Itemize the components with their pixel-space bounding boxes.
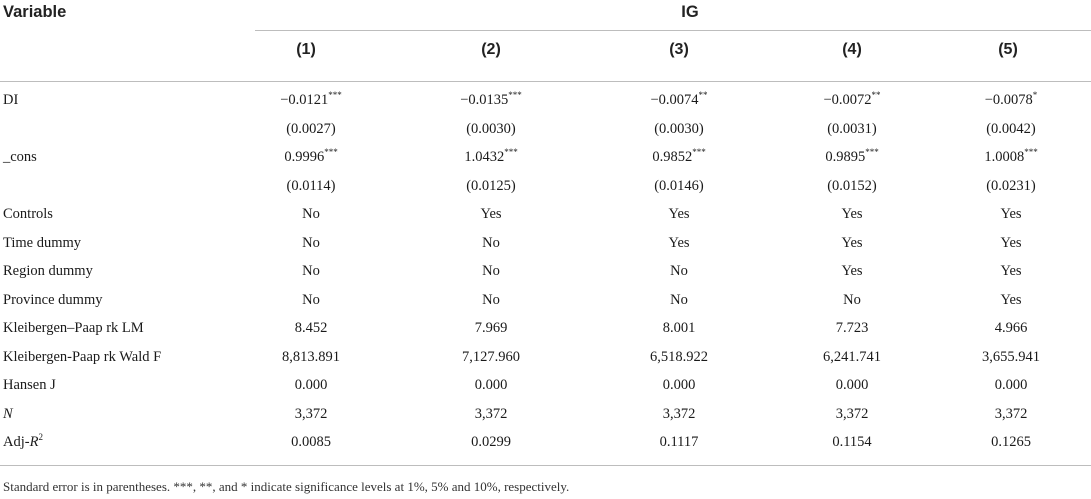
table-row bbox=[0, 259, 1091, 288]
table-cell: 8,813.891 bbox=[282, 348, 340, 365]
column-header-3: (3) bbox=[669, 41, 689, 58]
table-cell: 6,241.741 bbox=[823, 348, 881, 365]
column-header-2: (2) bbox=[481, 41, 501, 58]
table-cell: (0.0030) bbox=[466, 120, 516, 137]
table-row bbox=[0, 231, 1091, 260]
table-row bbox=[0, 402, 1091, 431]
table-cell: −0.0121*** bbox=[280, 90, 342, 108]
table-cell: 8.001 bbox=[662, 320, 696, 336]
table-cell: 0.000 bbox=[474, 377, 508, 393]
table-row bbox=[0, 174, 1091, 203]
row-label: N bbox=[3, 405, 13, 422]
table-cell: No bbox=[302, 234, 320, 251]
row-label bbox=[3, 434, 43, 451]
table-cell: Yes bbox=[841, 263, 863, 279]
column-header-4: (4) bbox=[842, 41, 862, 58]
table-cell: Yes bbox=[668, 234, 690, 251]
table-cell: Yes bbox=[1000, 234, 1022, 251]
table-cell: No bbox=[670, 263, 688, 279]
table-row bbox=[0, 430, 1091, 459]
significance-stars: *** bbox=[508, 90, 522, 101]
table-row bbox=[0, 373, 1091, 402]
significance-stars: *** bbox=[328, 90, 342, 101]
table-cell: (0.0027) bbox=[286, 120, 336, 137]
table-cell: 0.9852*** bbox=[652, 147, 706, 165]
table-cell: No bbox=[302, 291, 320, 308]
table-cell: (0.0231) bbox=[986, 177, 1036, 194]
table-cell: 0.1117 bbox=[659, 434, 699, 450]
table-cell: (0.0146) bbox=[654, 177, 704, 194]
table-row bbox=[0, 88, 1091, 117]
significance-stars: ** bbox=[871, 90, 881, 101]
row-label: Kleibergen-Paap rk Wald F bbox=[3, 348, 162, 365]
significance-stars: * bbox=[1032, 90, 1038, 101]
table-cell: No bbox=[482, 291, 500, 308]
table-cell: No bbox=[302, 263, 320, 279]
table-cell: 1.0432*** bbox=[464, 147, 518, 165]
table-cell: No bbox=[843, 291, 861, 308]
table-cell: (0.0030) bbox=[654, 120, 704, 137]
table-cell: 7.969 bbox=[474, 320, 508, 336]
table-cell: Yes bbox=[841, 234, 863, 251]
table-cell: No bbox=[482, 234, 500, 251]
significance-stars: *** bbox=[324, 147, 338, 158]
table-cell: 3,372 bbox=[835, 405, 869, 422]
table-cell: 0.1154 bbox=[832, 434, 872, 450]
table-cell: Yes bbox=[1000, 291, 1022, 308]
footer-rule bbox=[0, 465, 1091, 466]
table-cell: −0.0078* bbox=[984, 90, 1038, 108]
table-cell: 0.0085 bbox=[291, 434, 331, 450]
table-cell: 7.723 bbox=[835, 320, 869, 336]
row-label: DI bbox=[3, 92, 19, 108]
table-cell: 3,372 bbox=[474, 405, 508, 422]
table-cell: 4.966 bbox=[994, 320, 1028, 336]
header-group-ig: IG bbox=[681, 3, 699, 21]
row-label: Region dummy bbox=[3, 263, 93, 279]
significance-stars: ** bbox=[698, 90, 708, 101]
table-cell: 0.000 bbox=[835, 377, 869, 393]
table-cell: 3,372 bbox=[294, 405, 328, 422]
table-body bbox=[0, 88, 1091, 459]
table-cell: 3,655.941 bbox=[982, 348, 1040, 365]
table-cell: 0.000 bbox=[662, 377, 696, 393]
table-cell: (0.0152) bbox=[827, 177, 877, 194]
table-cell: Yes bbox=[480, 206, 502, 222]
table-cell: (0.0042) bbox=[986, 120, 1036, 137]
table-cell: Yes bbox=[1000, 263, 1022, 279]
row-label: _cons bbox=[3, 149, 37, 165]
row-label: Province dummy bbox=[3, 291, 103, 308]
table-cell: No bbox=[670, 291, 688, 308]
table-cell: (0.0031) bbox=[827, 120, 877, 137]
table-cell: 0.000 bbox=[294, 377, 328, 393]
significance-stars: *** bbox=[865, 147, 879, 158]
table-cell: 3,372 bbox=[662, 405, 696, 422]
significance-stars: *** bbox=[504, 147, 518, 158]
table-row bbox=[0, 117, 1091, 146]
row-label-superscript: 2 bbox=[38, 432, 43, 443]
table-cell: Yes bbox=[668, 206, 690, 222]
table-cell: 1.0008*** bbox=[984, 147, 1038, 165]
table-cell: (0.0125) bbox=[466, 177, 516, 194]
row-label: Controls bbox=[3, 206, 53, 222]
table-cell: 8.452 bbox=[294, 320, 328, 336]
table-cell: 0.9996*** bbox=[284, 147, 338, 165]
table-cell: 0.000 bbox=[994, 377, 1028, 393]
table-cell: 6,518.922 bbox=[650, 348, 708, 365]
significance-stars: *** bbox=[1024, 147, 1038, 158]
table-cell: No bbox=[482, 263, 500, 279]
row-label-text: Adj-R bbox=[3, 434, 39, 450]
table-cell: 0.1265 bbox=[991, 434, 1031, 450]
table-cell: −0.0074** bbox=[650, 90, 708, 108]
row-label: Kleibergen–Paap rk LM bbox=[3, 320, 144, 336]
table-cell: Yes bbox=[841, 206, 863, 222]
table-cell: 3,372 bbox=[994, 405, 1028, 422]
column-header-1: (1) bbox=[296, 41, 316, 58]
table-cell: 0.0299 bbox=[471, 434, 511, 450]
row-label: Hansen J bbox=[3, 377, 56, 393]
table-cell: −0.0135*** bbox=[460, 90, 522, 108]
row-label: Time dummy bbox=[3, 234, 82, 251]
table-footnote: Standard error is in parentheses. ***, **, and * indicate significance levels at 1%, 5% and 10%, respectively. bbox=[3, 479, 570, 494]
table-cell: 0.9895*** bbox=[825, 147, 879, 165]
table-cell: (0.0114) bbox=[286, 177, 336, 194]
significance-stars: *** bbox=[692, 147, 706, 158]
table-cell: −0.0072** bbox=[823, 90, 881, 108]
header-variable: Variable bbox=[3, 3, 67, 21]
table-cell: Yes bbox=[1000, 206, 1022, 222]
table-row bbox=[0, 316, 1091, 345]
column-header-5: (5) bbox=[998, 41, 1018, 58]
group-rule bbox=[255, 30, 1091, 31]
table-cell: No bbox=[302, 206, 320, 222]
table-row bbox=[0, 288, 1091, 317]
table-row bbox=[0, 145, 1091, 174]
table-cell: 7,127.960 bbox=[462, 348, 520, 365]
table-row bbox=[0, 202, 1091, 231]
header-rule bbox=[0, 81, 1091, 82]
table-row bbox=[0, 345, 1091, 374]
